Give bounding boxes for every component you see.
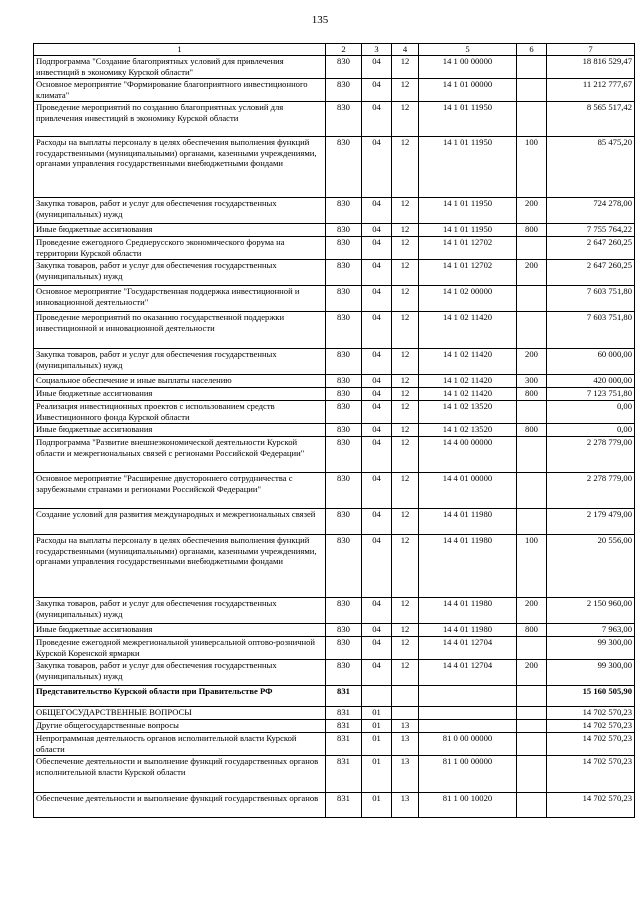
row-target-article-cell: 14 1 02 11420 [419,312,517,349]
row-code-cell: 830 [326,224,362,237]
row-amount-cell: 99 300,00 [547,660,635,686]
row-amount-cell: 2 179 479,00 [547,509,635,535]
row-section-cell: 04 [362,260,392,286]
row-code-cell: 831 [326,720,362,733]
row-amount-cell: 2 647 260,25 [547,237,635,260]
row-amount-cell: 7 755 764,22 [547,224,635,237]
row-name-cell: Обеспечение деятельности и выполнение функций государственных органов [34,793,326,818]
row-section-cell: 01 [362,720,392,733]
table-row [34,198,635,224]
row-expense-type-cell [517,720,547,733]
row-section-cell: 04 [362,79,392,102]
row-amount-cell: 420 000,00 [547,375,635,388]
row-section-cell: 04 [362,598,392,624]
row-amount-cell: 2 278 779,00 [547,473,635,509]
table-row [34,286,635,312]
row-code-cell: 830 [326,286,362,312]
table-row [34,388,635,401]
row-subsection-cell: 12 [392,509,419,535]
row-target-article-cell: 14 1 01 11950 [419,137,517,198]
row-subsection-cell: 12 [392,388,419,401]
row-target-article-cell: 81 1 00 10020 [419,793,517,818]
row-amount-cell: 60 000,00 [547,349,635,375]
row-name-cell: Основное мероприятие "Расширение двустороннего сотрудничества с зарубежными странами и регионами Российской Федерации" [34,473,326,509]
row-section-cell: 04 [362,312,392,349]
column-header: 1 [34,44,326,56]
row-name-cell: Иные бюджетные ассигнования [34,424,326,437]
row-expense-type-cell [517,707,547,720]
row-amount-cell: 7 603 751,80 [547,286,635,312]
row-code-cell: 830 [326,509,362,535]
column-header: 5 [419,44,517,56]
row-name-cell: Другие общегосударственные вопросы [34,720,326,733]
table-row [34,260,635,286]
row-subsection-cell: 12 [392,473,419,509]
row-expense-type-cell [517,733,547,756]
table-row [34,349,635,375]
row-section-cell: 04 [362,198,392,224]
row-name-cell: Подпрограмма "Развитие внешнеэкономической деятельности Курской области и межрегиональных связей с регионами Российской Федерации" [34,437,326,473]
row-target-article-cell: 81 0 00 00000 [419,733,517,756]
row-code-cell: 830 [326,237,362,260]
table-row [34,720,635,733]
row-subsection-cell [392,707,419,720]
row-section-cell: 01 [362,733,392,756]
row-expense-type-cell [517,56,547,79]
row-subsection-cell: 12 [392,349,419,375]
row-amount-cell: 0,00 [547,424,635,437]
row-section-cell: 04 [362,624,392,637]
row-code-cell: 830 [326,137,362,198]
row-amount-cell: 8 565 517,42 [547,102,635,137]
row-name-cell: Проведение ежегодной межрегиональной универсальной оптово-розничной Курской Коренской ярмарки [34,637,326,660]
row-code-cell: 830 [326,660,362,686]
row-section-cell: 04 [362,660,392,686]
row-subsection-cell: 12 [392,79,419,102]
row-subsection-cell: 12 [392,260,419,286]
row-subsection-cell: 12 [392,56,419,79]
row-section-cell: 04 [362,375,392,388]
table-row [34,756,635,793]
table-row [34,375,635,388]
column-header: 2 [326,44,362,56]
row-subsection-cell: 12 [392,401,419,424]
row-code-cell: 830 [326,312,362,349]
row-name-cell: Реализация инвестиционных проектов с использованием средств Инвестиционного фонда Курской области [34,401,326,424]
row-name-cell: Проведение мероприятий по оказанию государственной поддержки инвестиционной и инновационной деятельности [34,312,326,349]
row-expense-type-cell: 200 [517,660,547,686]
row-name-cell: Социальное обеспечение и иные выплаты населению [34,375,326,388]
row-section-cell: 01 [362,707,392,720]
row-expense-type-cell [517,686,547,707]
row-section-cell: 04 [362,388,392,401]
row-expense-type-cell: 800 [517,224,547,237]
table-row [34,598,635,624]
row-expense-type-cell: 200 [517,198,547,224]
row-amount-cell: 14 702 570,23 [547,793,635,818]
row-target-article-cell: 14 1 02 11420 [419,388,517,401]
row-section-cell: 04 [362,509,392,535]
row-code-cell: 830 [326,375,362,388]
row-amount-cell: 0,00 [547,401,635,424]
row-target-article-cell: 14 4 01 11980 [419,535,517,598]
row-subsection-cell: 12 [392,375,419,388]
row-code-cell: 830 [326,102,362,137]
row-section-cell: 04 [362,424,392,437]
row-name-cell: Проведение мероприятий по созданию благоприятных условий для привлечения инвестиций в экономику Курской области [34,102,326,137]
row-target-article-cell: 14 1 02 13520 [419,401,517,424]
row-section-cell: 04 [362,535,392,598]
table-row [34,224,635,237]
row-name-cell: Закупка товаров, работ и услуг для обеспечения государственных (муниципальных) нужд [34,198,326,224]
table-row [34,401,635,424]
row-code-cell: 830 [326,437,362,473]
row-subsection-cell: 13 [392,720,419,733]
row-expense-type-cell [517,793,547,818]
row-expense-type-cell [517,509,547,535]
row-subsection-cell: 12 [392,660,419,686]
row-subsection-cell: 12 [392,637,419,660]
row-expense-type-cell: 200 [517,598,547,624]
row-name-cell: Иные бюджетные ассигнования [34,224,326,237]
row-amount-cell: 724 278,00 [547,198,635,224]
row-name-cell: Закупка товаров, работ и услуг для обеспечения государственных (муниципальных) нужд [34,598,326,624]
row-target-article-cell: 14 1 02 11420 [419,375,517,388]
row-amount-cell: 2 150 960,00 [547,598,635,624]
row-expense-type-cell: 800 [517,624,547,637]
row-target-article-cell: 14 1 02 00000 [419,286,517,312]
row-code-cell: 830 [326,79,362,102]
table-body [34,56,635,818]
row-subsection-cell: 13 [392,793,419,818]
row-section-cell: 04 [362,473,392,509]
row-code-cell: 830 [326,260,362,286]
table-row [34,312,635,349]
table-row [34,686,635,707]
row-amount-cell: 14 702 570,23 [547,756,635,793]
table-row [34,79,635,102]
row-expense-type-cell: 800 [517,388,547,401]
row-code-cell: 831 [326,793,362,818]
row-section-cell: 04 [362,137,392,198]
row-section-cell: 04 [362,437,392,473]
row-section-cell: 04 [362,56,392,79]
row-target-article-cell: 14 1 02 11420 [419,349,517,375]
row-code-cell: 830 [326,349,362,375]
table-row [34,237,635,260]
row-expense-type-cell [517,102,547,137]
row-section-cell: 04 [362,237,392,260]
row-name-cell: Подпрограмма "Создание благоприятных условий для привлечения инвестиций в экономику Курской области" [34,56,326,79]
row-name-cell: Непрограммная деятельность органов исполнительной власти Курской области [34,733,326,756]
row-expense-type-cell [517,401,547,424]
row-code-cell: 831 [326,733,362,756]
row-amount-cell: 18 816 529,47 [547,56,635,79]
column-header: 4 [392,44,419,56]
row-target-article-cell: 14 4 01 11980 [419,598,517,624]
row-subsection-cell: 12 [392,598,419,624]
row-code-cell: 830 [326,624,362,637]
row-section-cell: 04 [362,286,392,312]
row-expense-type-cell: 200 [517,349,547,375]
row-code-cell: 830 [326,473,362,509]
table-row [34,660,635,686]
row-subsection-cell: 12 [392,198,419,224]
table-row [34,56,635,79]
row-name-cell: Проведение ежегодного Среднерусского экономического форума на территории Курской области [34,237,326,260]
row-subsection-cell: 12 [392,312,419,349]
row-name-cell: Представительство Курской области при Правительстве РФ [34,686,326,707]
row-amount-cell: 20 556,00 [547,535,635,598]
table-row [34,624,635,637]
row-target-article-cell: 14 1 01 11950 [419,198,517,224]
row-name-cell: Создание условий для развития международных и межрегиональных связей [34,509,326,535]
row-expense-type-cell: 100 [517,535,547,598]
row-name-cell: Расходы на выплаты персоналу в целях обеспечения выполнения функций государственными (муниципальными) органами, казенными учреждениями, органами управления государственными внебюджетными фондами [34,535,326,598]
row-name-cell: Обеспечение деятельности и выполнение функций государственных органов исполнительной власти Курской области [34,756,326,793]
table-row [34,102,635,137]
row-amount-cell: 14 702 570,23 [547,733,635,756]
row-section-cell: 04 [362,637,392,660]
table-row [34,424,635,437]
row-code-cell: 830 [326,388,362,401]
row-amount-cell: 14 702 570,23 [547,707,635,720]
row-amount-cell: 15 160 505,90 [547,686,635,707]
row-target-article-cell: 14 4 01 11980 [419,624,517,637]
row-target-article-cell: 14 4 00 00000 [419,437,517,473]
row-target-article-cell: 14 1 01 11950 [419,224,517,237]
row-expense-type-cell: 100 [517,137,547,198]
row-subsection-cell [392,686,419,707]
row-code-cell: 830 [326,535,362,598]
row-name-cell: Иные бюджетные ассигнования [34,388,326,401]
row-target-article-cell: 14 4 01 12704 [419,660,517,686]
row-subsection-cell: 12 [392,137,419,198]
row-target-article-cell: 14 4 01 11980 [419,509,517,535]
row-expense-type-cell [517,437,547,473]
row-target-article-cell: 14 4 01 00000 [419,473,517,509]
row-target-article-cell: 14 1 01 11950 [419,102,517,137]
row-code-cell: 831 [326,707,362,720]
table-row [34,733,635,756]
row-name-cell: Закупка товаров, работ и услуг для обеспечения государственных (муниципальных) нужд [34,660,326,686]
table-row [34,437,635,473]
row-subsection-cell: 12 [392,437,419,473]
row-expense-type-cell [517,637,547,660]
table-row [34,707,635,720]
table-row [34,535,635,598]
row-target-article-cell: 14 1 02 13520 [419,424,517,437]
row-target-article-cell [419,686,517,707]
row-amount-cell: 7 123 751,80 [547,388,635,401]
row-name-cell: Основное мероприятие "Формирование благоприятного инвестиционного климата" [34,79,326,102]
row-target-article-cell: 14 4 01 12704 [419,637,517,660]
row-amount-cell: 14 702 570,23 [547,720,635,733]
row-target-article-cell: 14 1 01 12702 [419,260,517,286]
row-target-article-cell: 81 1 00 00000 [419,756,517,793]
row-section-cell: 04 [362,102,392,137]
row-expense-type-cell [517,473,547,509]
row-expense-type-cell: 300 [517,375,547,388]
row-amount-cell: 7 603 751,80 [547,312,635,349]
row-expense-type-cell: 200 [517,260,547,286]
row-code-cell: 830 [326,401,362,424]
row-amount-cell: 7 963,00 [547,624,635,637]
row-code-cell: 830 [326,637,362,660]
row-expense-type-cell [517,79,547,102]
row-amount-cell: 11 212 777,67 [547,79,635,102]
row-subsection-cell: 12 [392,224,419,237]
row-subsection-cell: 12 [392,424,419,437]
row-section-cell: 04 [362,224,392,237]
table-row [34,509,635,535]
row-subsection-cell: 12 [392,535,419,598]
row-section-cell [362,686,392,707]
row-amount-cell: 2 278 779,00 [547,437,635,473]
row-name-cell: ОБЩЕГОСУДАРСТВЕННЫЕ ВОПРОСЫ [34,707,326,720]
table-row [34,473,635,509]
budget-table [33,43,635,818]
row-code-cell: 830 [326,598,362,624]
row-section-cell: 04 [362,349,392,375]
row-name-cell: Иные бюджетные ассигнования [34,624,326,637]
row-target-article-cell: 14 1 00 00000 [419,56,517,79]
row-target-article-cell [419,720,517,733]
row-code-cell: 830 [326,56,362,79]
row-expense-type-cell [517,237,547,260]
row-amount-cell: 99 300,00 [547,637,635,660]
row-expense-type-cell: 800 [517,424,547,437]
page-number: 135 [311,14,329,26]
row-code-cell: 830 [326,424,362,437]
row-expense-type-cell [517,312,547,349]
row-amount-cell: 85 475,20 [547,137,635,198]
row-name-cell: Расходы на выплаты персоналу в целях обеспечения выполнения функций государственными (муниципальными) органами, казенными учреждениями, органами управления государственными внебюджетными фондами [34,137,326,198]
row-code-cell: 831 [326,756,362,793]
row-expense-type-cell [517,286,547,312]
row-subsection-cell: 12 [392,624,419,637]
column-header: 3 [362,44,392,56]
column-header: 7 [547,44,635,56]
row-target-article-cell: 14 1 01 12702 [419,237,517,260]
row-subsection-cell: 12 [392,102,419,137]
column-header: 6 [517,44,547,56]
row-section-cell: 01 [362,756,392,793]
table-row [34,137,635,198]
row-name-cell: Основное мероприятие "Государственная поддержка инвестиционной и инновационной деятельности" [34,286,326,312]
row-code-cell: 831 [326,686,362,707]
row-expense-type-cell [517,756,547,793]
row-name-cell: Закупка товаров, работ и услуг для обеспечения государственных (муниципальных) нужд [34,260,326,286]
table-row [34,793,635,818]
row-code-cell: 830 [326,198,362,224]
row-subsection-cell: 13 [392,756,419,793]
row-section-cell: 04 [362,401,392,424]
row-section-cell: 01 [362,793,392,818]
table-header-row [34,44,635,56]
row-target-article-cell: 14 1 01 00000 [419,79,517,102]
row-name-cell: Закупка товаров, работ и услуг для обеспечения государственных (муниципальных) нужд [34,349,326,375]
row-target-article-cell [419,707,517,720]
table-row [34,637,635,660]
row-subsection-cell: 13 [392,733,419,756]
row-subsection-cell: 12 [392,286,419,312]
row-amount-cell: 2 647 260,25 [547,260,635,286]
row-subsection-cell: 12 [392,237,419,260]
